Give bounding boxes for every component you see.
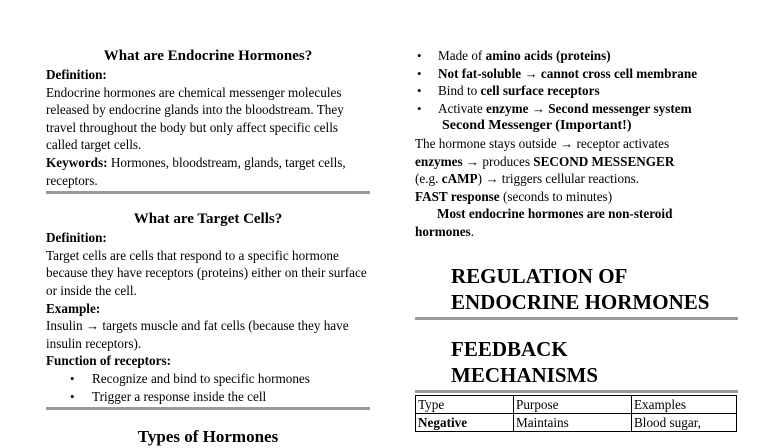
table-cell: Blood sugar, [632, 413, 737, 431]
regulation-title [415, 263, 751, 315]
second-messenger-line [415, 170, 738, 188]
second-messenger-line [415, 188, 738, 206]
keywords-label: Keywords: [46, 154, 108, 170]
table-cell: Maintains [514, 413, 632, 431]
list-item-bold-text: Not fat-soluble → cannot cross cell membrane [438, 65, 698, 81]
feedback-title [415, 336, 671, 388]
second-messenger-line [415, 205, 738, 223]
text: (e.g. [415, 171, 442, 187]
bold-text: cAMP [441, 171, 478, 187]
regulation-title-text: REGULATION OF ENDOCRINE HORMONES [451, 263, 710, 314]
right-column [415, 0, 738, 432]
definition-label: Definition: [46, 67, 107, 82]
list-item-bold-text: enzyme → Second messenger system [485, 100, 692, 116]
bold-text: SECOND MESSENGER [533, 153, 675, 169]
table-row [416, 413, 737, 431]
list-item: • Recognize and bind to specific hormones [46, 370, 370, 388]
second-messenger-line [415, 223, 738, 241]
second-messenger-title: Second Messenger (Important!) [442, 118, 632, 134]
keywords-line [46, 154, 370, 189]
list-item [415, 82, 738, 100]
list-item [415, 65, 738, 83]
list-item [415, 100, 738, 118]
section-title-types-of-hormones: Types of Hormones [137, 427, 279, 447]
text: . [470, 223, 474, 239]
definition-text: Endocrine hormones are chemical messenger molecules released by endocrine glands into the bloodstream. They travel throughout the body but only affect specific cells called target cells. [46, 84, 344, 153]
peptide-hormone-properties [415, 47, 738, 117]
list-item-bold-text: cell surface receptors [480, 83, 600, 99]
table-header-cell: Purpose [514, 395, 632, 413]
keywords-text: Hormones, bloodstream, glands, target cells, receptors. [46, 154, 346, 188]
table-header-cell: Type [416, 395, 514, 413]
example-label: Example: [46, 300, 101, 316]
text: (seconds to minutes) [499, 188, 613, 204]
text: → produces [462, 153, 534, 169]
bold-text: enzymes [415, 153, 463, 169]
list-item-bold-text: amino acids (proteins) [485, 48, 611, 63]
list-item-text: Made of [438, 48, 486, 63]
section-divider [415, 390, 738, 393]
receptor-function-list [46, 370, 370, 405]
example-text: Insulin → targets muscle and fat cells (because they have insulin receptors). [46, 318, 349, 351]
feedback-table [415, 395, 737, 432]
section-title-target-cells: What are Target Cells? [133, 211, 283, 228]
bold-text: hormones [415, 223, 471, 239]
second-messenger-line [415, 153, 738, 171]
definition-label: Definition: [46, 230, 107, 246]
second-messenger-line: The hormone stays outside → receptor activates [415, 135, 670, 151]
list-item-text: Activate [438, 100, 486, 116]
table-header-cell: Examples [632, 395, 737, 413]
table-cell: Negative [416, 413, 514, 431]
list-item: • Trigger a response inside the cell [46, 388, 370, 406]
definition-text: Target cells are cells that respond to a specific hormone because they have receptors (proteins) either on their surface or inside the cell. [46, 247, 367, 298]
list-item [415, 47, 738, 65]
feedback-title-text: FEEDBACK MECHANISMS [451, 336, 599, 387]
bold-text: FAST response [415, 188, 500, 204]
list-item-text: Bind to [438, 83, 481, 99]
table-header-row [416, 395, 737, 413]
section-title-endocrine-hormones: What are Endocrine Hormones? [103, 48, 313, 64]
receptor-function-label: Function of receptors: [46, 353, 172, 369]
left-column [46, 0, 370, 448]
text: ) → triggers cellular reactions. [477, 171, 640, 187]
bold-text: Most endocrine hormones are non-steroid [437, 206, 673, 222]
